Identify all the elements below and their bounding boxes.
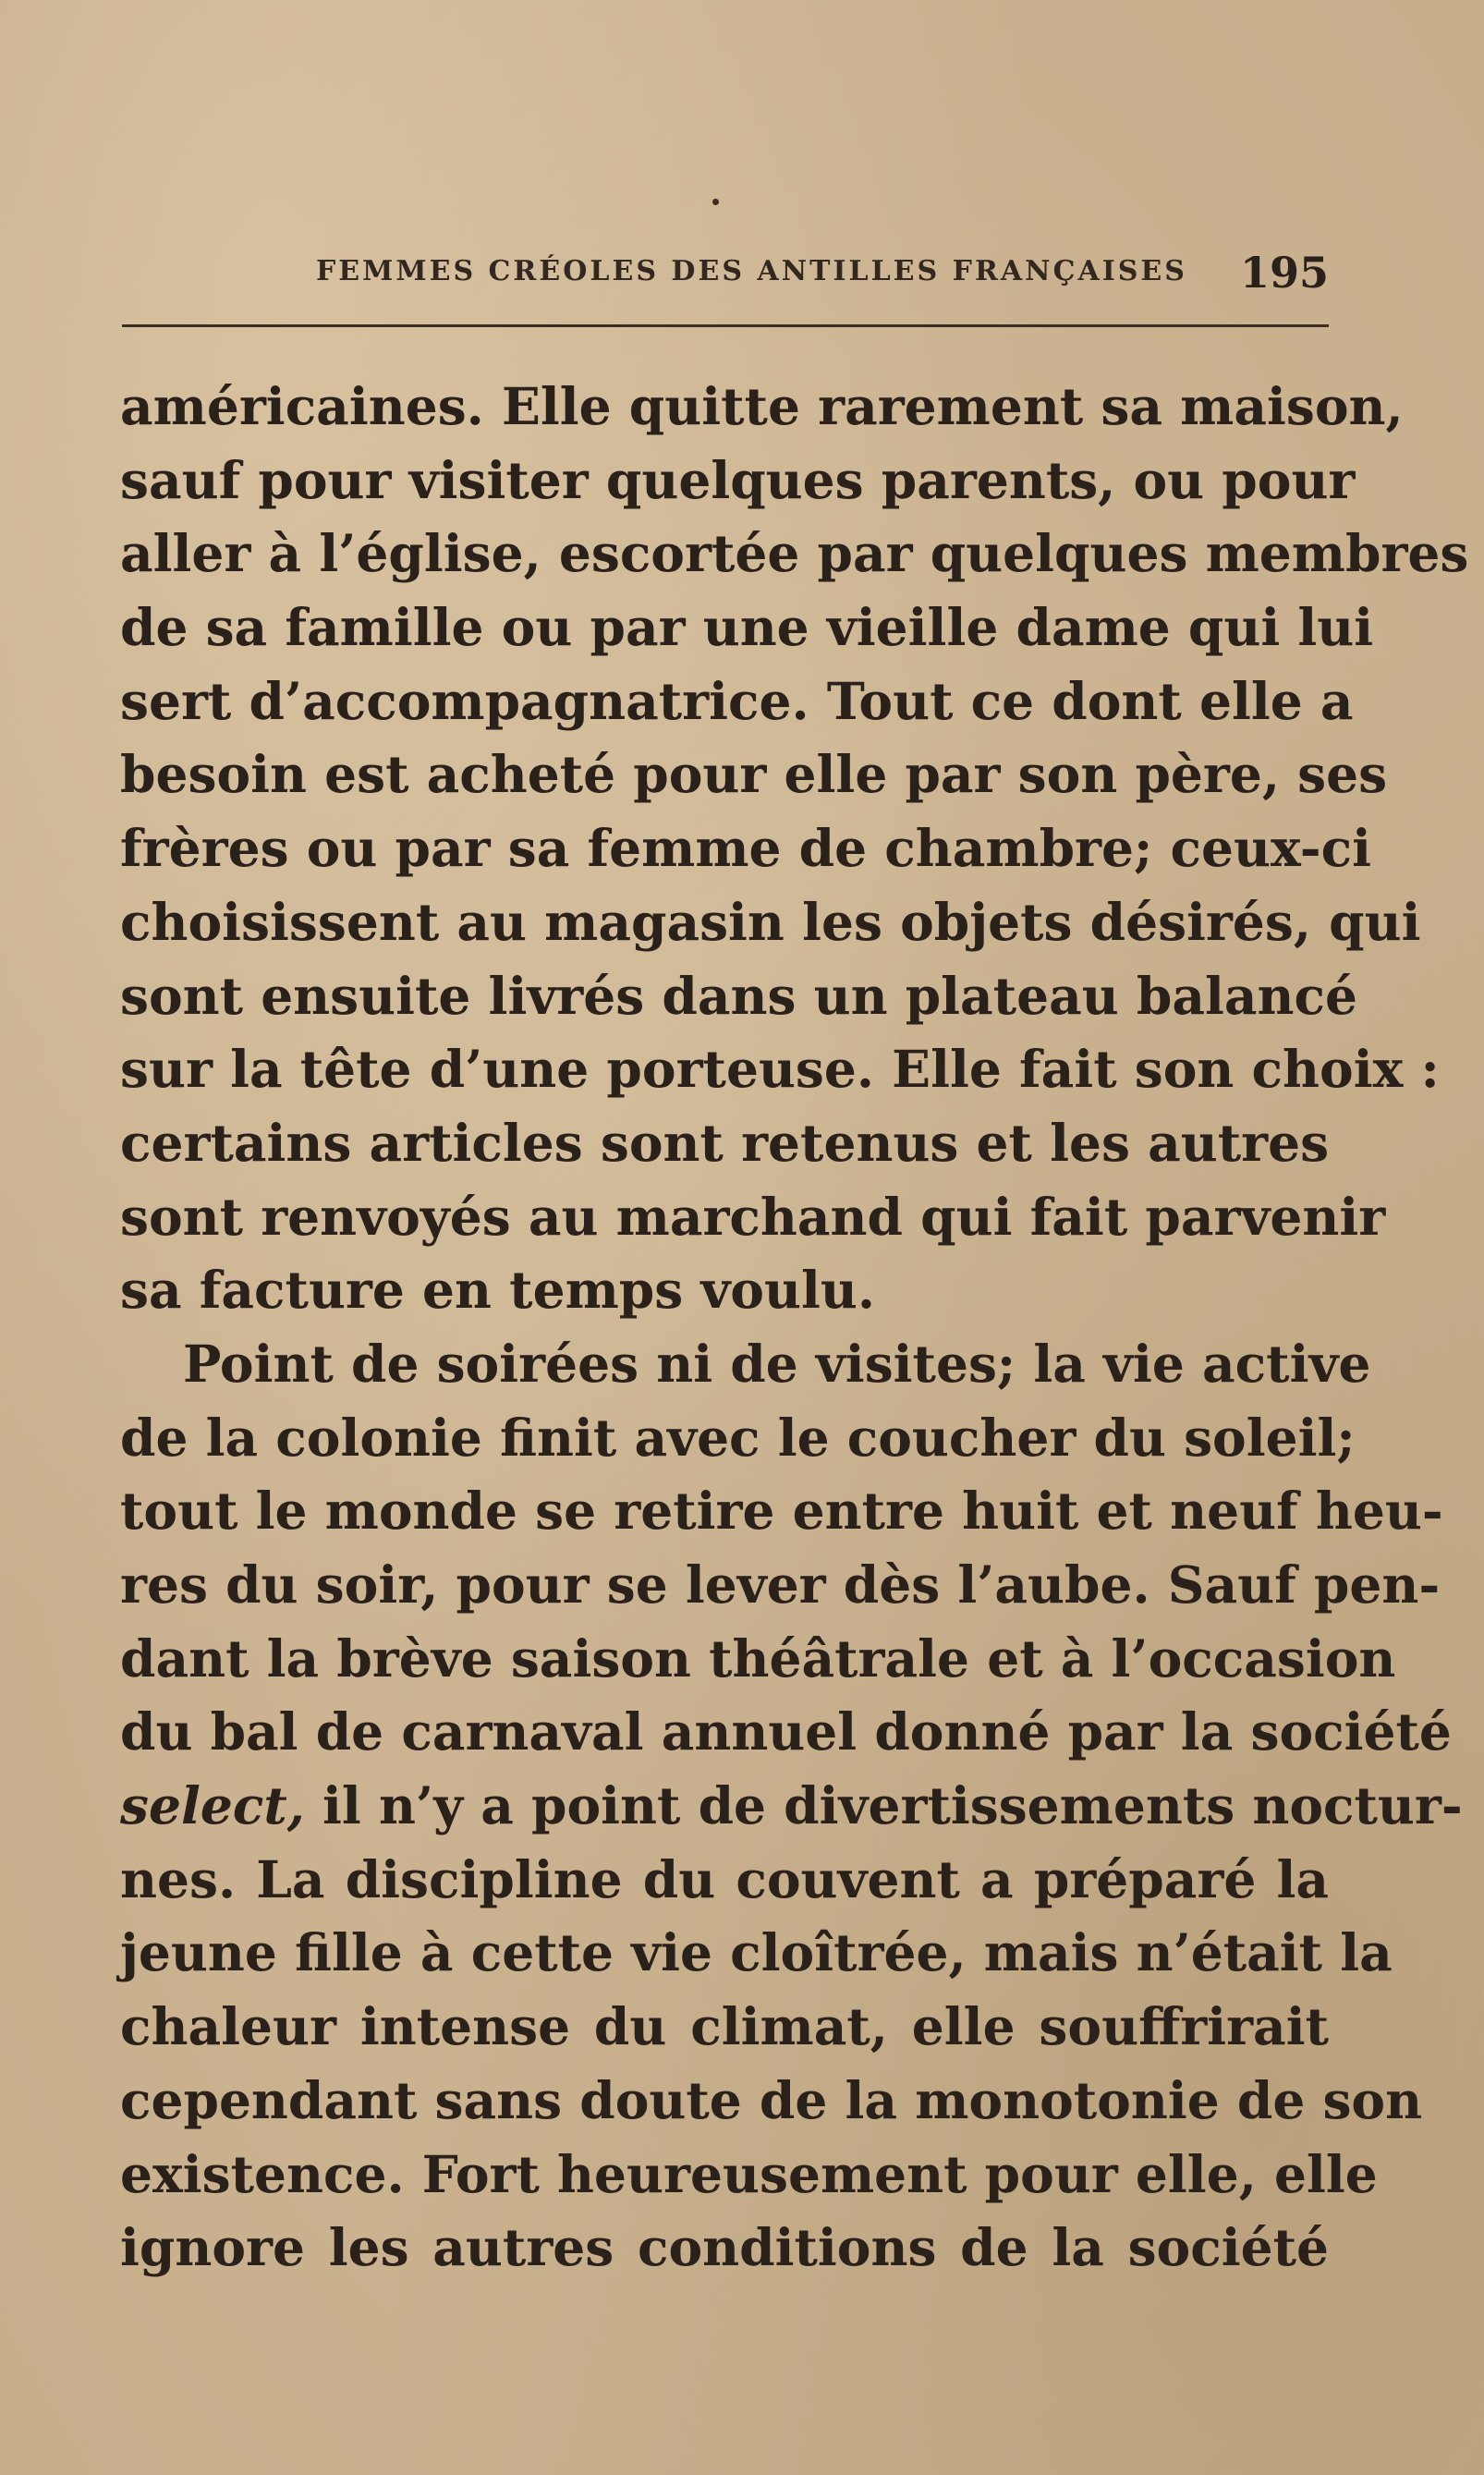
text-line: de la colonie finit avec le coucher du soleil; xyxy=(120,1407,1356,1468)
text-line: tout le monde se retire entre huit et neuf heu- xyxy=(120,1481,1443,1542)
text-line: du bal de carnaval annuel donné par la société xyxy=(120,1701,1452,1762)
text-line: sont renvoyés au marchand qui fait parvenir xyxy=(120,1186,1386,1247)
text-line: frères ou par sa femme de chambre; ceux-ci xyxy=(120,818,1371,879)
text-line: sert d’accompagnatrice. Tout ce dont elle a xyxy=(120,670,1354,731)
text-line: nes. La discipline du couvent a préparé la xyxy=(120,1848,1329,1909)
text-line: certains articles sont retenus et les autres xyxy=(120,1112,1330,1173)
text-line: cependant sans doute de la monotonie de son xyxy=(120,2069,1423,2130)
text-line: dant la brève saison théâtrale et à l’occasion xyxy=(120,1628,1396,1689)
text-line: ignore les autres conditions de la société xyxy=(120,2217,1329,2278)
text-line: existence. Fort heureusement pour elle, elle xyxy=(120,2143,1378,2204)
text-line: sa facture en temps voulu. xyxy=(120,1260,875,1321)
running-title: FEMMES CRÉOLES DES ANTILLES FRANÇAISES xyxy=(316,255,1187,287)
text-line: sur la tête d’une porteuse. Elle fait son choix : xyxy=(120,1039,1440,1100)
text-line: Point de soirées ni de visites; la vie active xyxy=(183,1333,1371,1394)
line-remainder: il n’y a point de divertissements noctur- xyxy=(304,1775,1463,1836)
text-line: res du soir, pour se lever dès l’aube. Sauf pen- xyxy=(120,1554,1441,1615)
text-line: chaleur intense du climat, elle souffrirait xyxy=(120,1996,1329,2057)
text-line: jeune fille à cette vie cloîtrée, mais n’était la xyxy=(120,1922,1393,1983)
italic-word: select, xyxy=(120,1775,305,1836)
text-line: sauf pour visiter quelques parents, ou pour xyxy=(120,449,1356,510)
text-line-mixed xyxy=(120,1769,1463,1843)
text-line: de sa famille ou par une vieille dame qui lui xyxy=(120,597,1374,658)
running-head xyxy=(122,248,1329,307)
text-line: aller à l’église, escortée par quelques membres xyxy=(120,523,1469,584)
page-number: 195 xyxy=(1239,248,1329,298)
text-line: choisissent au magasin les objets désirés, qui xyxy=(120,891,1421,952)
text-line: besoin est acheté pour elle par son père, ses xyxy=(120,744,1388,805)
body-text xyxy=(120,370,1469,2285)
ink-speck xyxy=(712,199,719,205)
header-rule xyxy=(122,324,1329,327)
text-line: américaines. Elle quitte rarement sa maison, xyxy=(120,376,1404,436)
text-line: sont ensuite livrés dans un plateau balancé xyxy=(120,965,1357,1026)
